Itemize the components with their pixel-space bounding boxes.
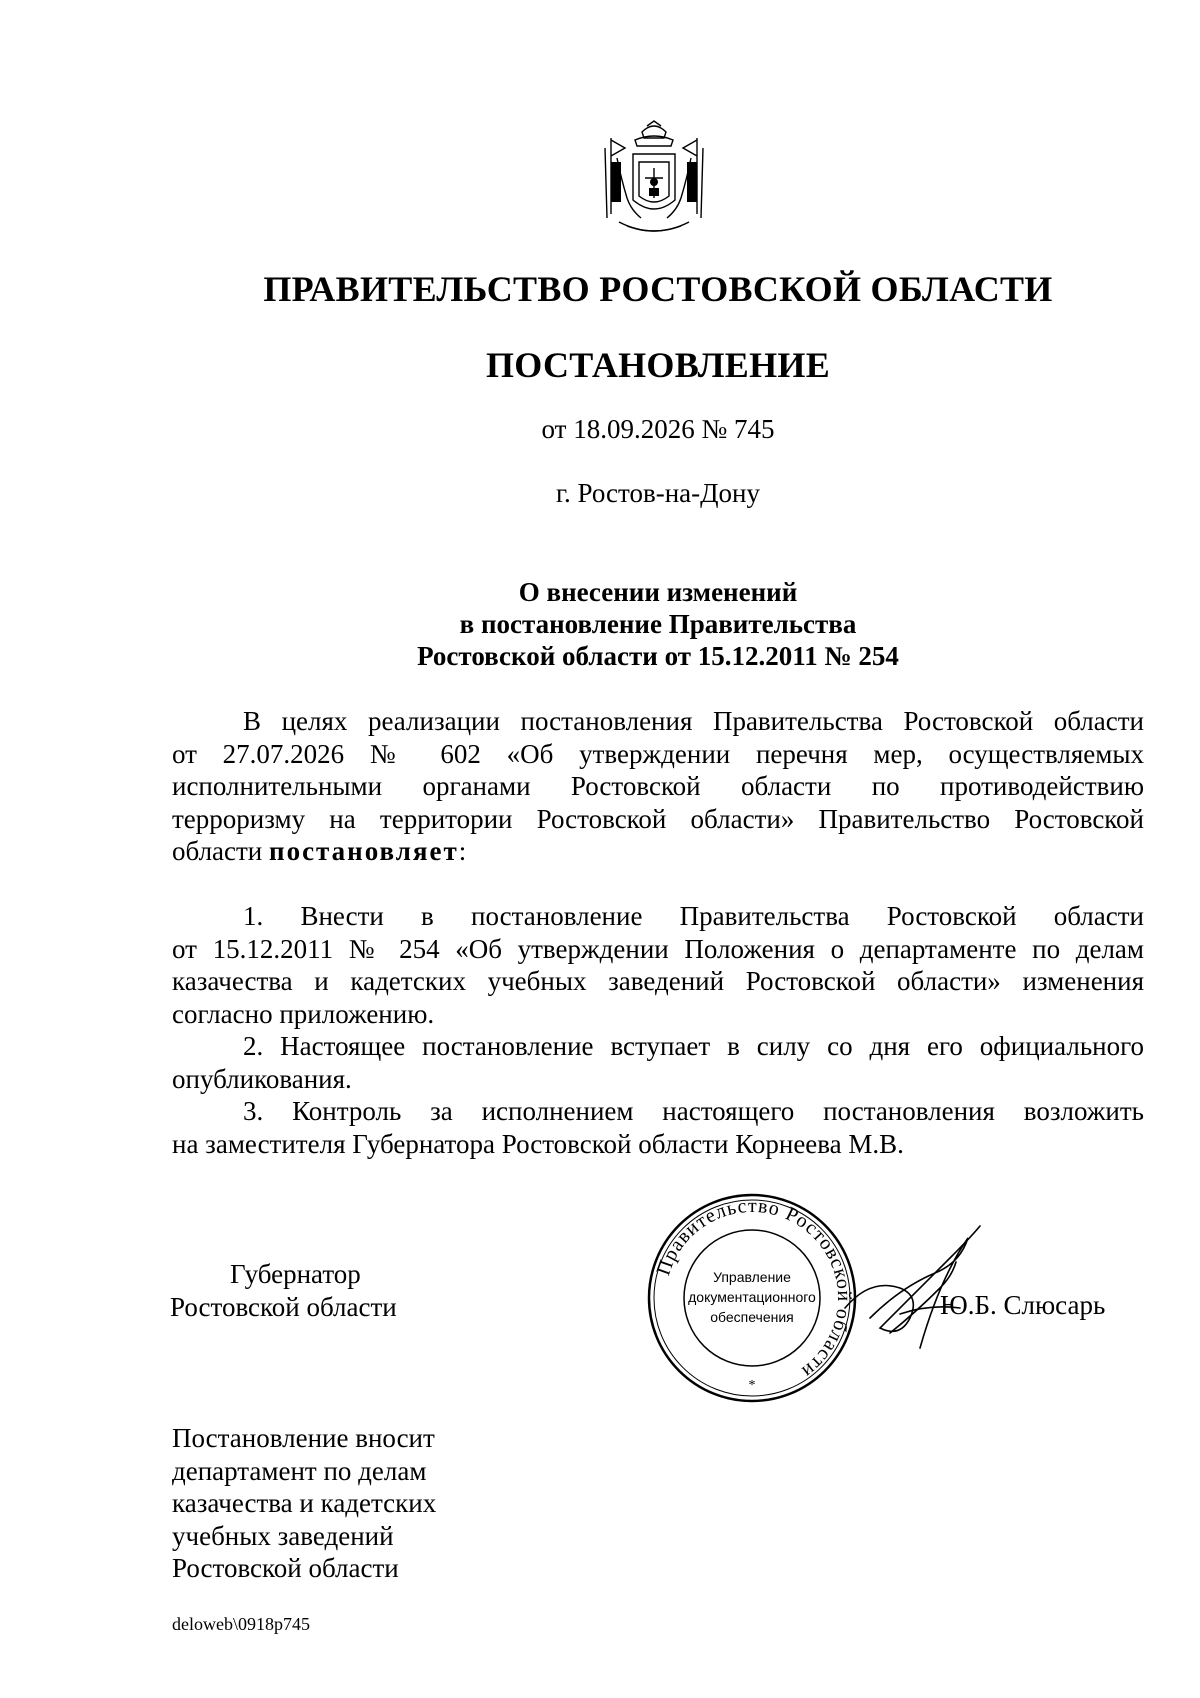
item-line: на заместителя Губернатора Ростовской области Корнеева М.В. bbox=[172, 1128, 904, 1159]
resolves-word: постановляет bbox=[269, 836, 459, 866]
submitted-by-line: Ростовской области bbox=[172, 1553, 399, 1583]
governor-title bbox=[170, 1258, 397, 1324]
preamble-paragraph bbox=[172, 705, 1144, 868]
preamble-last-prefix: области bbox=[172, 836, 270, 866]
preamble-line: В целях реализации постановления Правительства Ростовской области bbox=[243, 706, 1144, 736]
submitted-by-line: учебных заведений bbox=[172, 1520, 394, 1551]
governor-title-line: Ростовской области bbox=[170, 1292, 397, 1322]
svg-text:*: * bbox=[748, 1378, 756, 1393]
item-line: 1. Внести в постановление Правительства Ростовской области bbox=[243, 901, 1144, 931]
subject-line: О внесении изменений bbox=[518, 577, 798, 607]
submitted-by-note bbox=[172, 1422, 436, 1585]
seal-ring-text: Правительство Ростовской области bbox=[652, 1194, 856, 1383]
governor-title-line: Губернатор bbox=[230, 1259, 361, 1289]
document-date-number: от 18.09.2026 № 745 bbox=[541, 414, 775, 444]
official-seal bbox=[646, 1192, 858, 1404]
resolution-item-3 bbox=[172, 1095, 1144, 1160]
preamble-line: от 27.07.2026 № 602 «Об утверждении перечня мер, осуществляемых bbox=[172, 738, 1144, 769]
document-reference: deloweb\0918p745 bbox=[172, 1614, 310, 1634]
preamble-last-line bbox=[172, 835, 1144, 868]
item-line: 3. Контроль за исполнением настоящего постановления возложить bbox=[243, 1096, 1144, 1126]
seal-center-line: обеспечения bbox=[710, 1309, 794, 1325]
document-subject bbox=[0, 576, 1200, 672]
resolution-item-2 bbox=[172, 1030, 1144, 1095]
organization-title: ПРАВИТЕЛЬСТВО РОСТОВСКОЙ ОБЛАСТИ bbox=[263, 269, 1053, 309]
resolution-item-1 bbox=[172, 900, 1144, 1030]
item-line: казачества и кадетских учебных заведений Ростовской области» изменения bbox=[172, 966, 1144, 996]
preamble-line: исполнительными органами Ростовской области по противодействию bbox=[172, 771, 1144, 801]
item-line: согласно приложению. bbox=[172, 998, 435, 1029]
item-line: 2. Настоящее постановление вступает в силу со дня его официального bbox=[243, 1031, 1144, 1061]
submitted-by-line: казачества и кадетских bbox=[172, 1488, 437, 1518]
submitted-by-line: департамент по делам bbox=[172, 1455, 427, 1486]
handwritten-signature bbox=[840, 1218, 990, 1358]
subject-line: Ростовской области от 15.12.2011 № 254 bbox=[417, 641, 899, 671]
coat-of-arms-emblem bbox=[597, 118, 711, 242]
governor-name: Ю.Б. Слюсарь bbox=[940, 1290, 1106, 1320]
preamble-last-suffix: : bbox=[458, 836, 467, 866]
preamble-line: терроризму на территории Ростовской области» Правительство Ростовской bbox=[172, 803, 1144, 834]
seal-center-line: документационного bbox=[688, 1289, 816, 1305]
document-type: ПОСТАНОВЛЕНИЕ bbox=[485, 345, 831, 385]
subject-line: в постановление Правительства bbox=[459, 609, 857, 639]
item-line: от 15.12.2011 № 254 «Об утверждении Положения о департаменте по делам bbox=[172, 933, 1144, 964]
seal-center-line: Управление bbox=[713, 1269, 791, 1285]
item-line: опубликования. bbox=[172, 1063, 352, 1094]
submitted-by-line: Постановление вносит bbox=[172, 1423, 435, 1453]
document-city: г. Ростов-на-Дону bbox=[555, 478, 760, 508]
